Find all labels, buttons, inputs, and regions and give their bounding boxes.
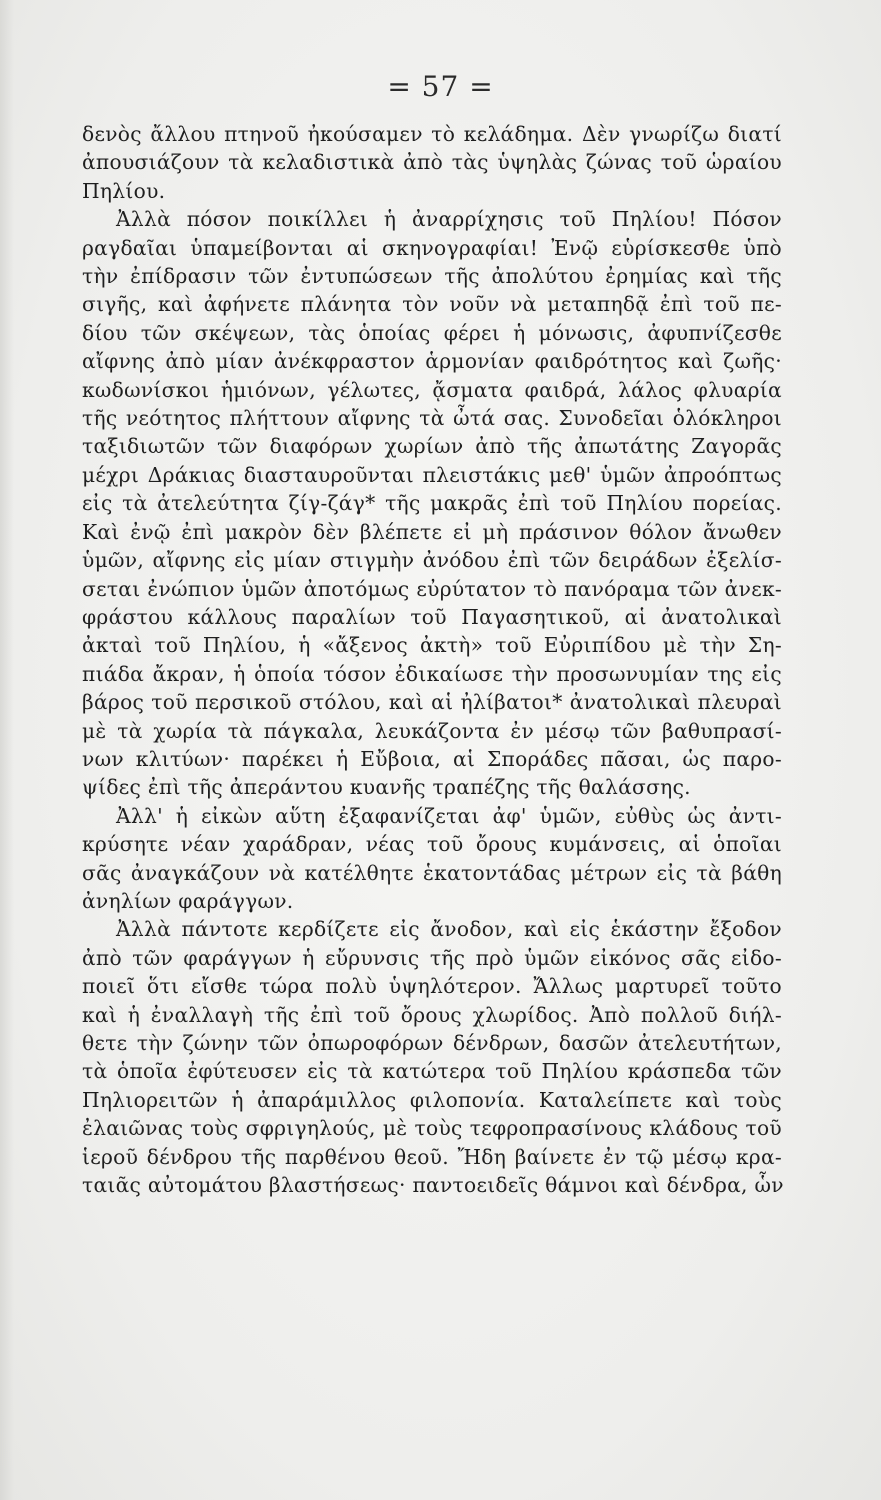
text-line: ταξιδιωτῶν τῶν διαφόρων χωρίων ἀπὸ τῆς ἀπωτάτης Ζαγορᾶς [82,434,782,459]
text-line: Πηλίου. [82,178,166,203]
body-text [82,120,782,1199]
page-number: = 57 = [387,70,494,103]
text-line: σιγῆς, καὶ ἀφήνετε πλάνητα τὸν νοῦν νὰ μεταπηδᾷ ἐπὶ τοῦ πε- [82,292,782,317]
text-line: θετε τὴν ζώνην τῶν ὀπωροφόρων δένδρων, δασῶν ἀτελευτήτων, [82,1031,782,1055]
text-line: τὰ ὁποῖα ἐφύτευσεν εἰς τὰ κατώτερα τοῦ Πηλίου κράσπεδα τῶν [82,1059,782,1084]
text-line: μέχρι Δράκιας διασταυροῦνται πλειστάκις μεθ' ὑμῶν ἀπροόπτως [82,462,782,487]
text-line: ταιᾶς αὐτομάτου βλαστήσεως· παντοειδεῖς θάμνοι καὶ δένδρα, ὧν [82,1173,784,1198]
text-line: ἀνηλίων φαράγγων. [82,888,294,913]
text-line: ὑμῶν, αἴφνης εἰς μίαν στιγμὴν ἀνόδου ἐπὶ τῶν δειράδων ἐξελίσ- [82,548,782,573]
text-line: βάρος τοῦ περσικοῦ στόλου, καὶ αἱ ἠλίβατοι* ἀνατολικαὶ πλευραὶ [82,690,782,715]
text-line: ἀκταὶ τοῦ Πηλίου, ἡ «ἄξενος ἀκτὴ» τοῦ Εὐριπίδου μὲ τὴν Ση- [82,633,782,658]
text-line: ραγδαῖαι ὑπαμείβονται αἱ σκηνογραφίαι! Ἐνῷ εὑρίσκεσθε ὑπὸ [82,235,782,260]
text-line: ποιεῖ ὅτι εἴσθε τώρα πολὺ ὑψηλότερον. Ἄλλως μαρτυρεῖ τοῦτο [82,974,782,999]
text-line: σεται ἐνώπιον ὑμῶν ἀποτόμως εὐρύτατον τὸ πανόραμα τῶν ἀνεκ- [82,576,782,601]
text-line: τῆς νεότητος πλήττουν αἴφνης τὰ ὦτά σας. Συνοδεῖαι ὁλόκληροι [82,406,782,431]
text-line: μὲ τὰ χωρία τὰ πάγκαλα, λευκάζοντα ἐν μέσῳ τῶν βαθυπρασί- [82,718,782,743]
text-line: Ἀλλὰ πόσον ποικίλλει ἡ ἀναρρίχησις τοῦ Πηλίου! Πόσον [116,207,782,232]
text-line: Καὶ ἐνῷ ἐπὶ μακρὸν δὲν βλέπετε εἰ μὴ πράσινον θόλον ἄνωθεν [82,519,782,544]
text-line: Πηλιορειτῶν ἡ ἀπαράμιλλος φιλοπονία. Καταλείπετε καὶ τοὺς [82,1087,782,1112]
text-line: Ἀλλὰ πάντοτε κερδίζετε εἰς ἄνοδον, καὶ εἰς ἑκάστην ἔξοδον [116,917,782,942]
text-line: ἱεροῦ δένδρου τῆς παρθένου θεοῦ. Ἤδη βαίνετε ἐν τῷ μέσῳ κρα- [82,1144,782,1169]
text-line: φράστου κάλλους παραλίων τοῦ Παγασητικοῦ, αἱ ἀνατολικαὶ [82,604,782,629]
text-line: αἴφνης ἀπὸ μίαν ἀνέκφραστον ἁρμονίαν φαιδρότητος καὶ ζωῆς· [82,349,782,374]
text-line: σᾶς ἀναγκάζουν νὰ κατέλθητε ἑκατοντάδας μέτρων εἰς τὰ βάθη [82,860,782,885]
text-line: τὴν ἐπίδρασιν τῶν ἐντυπώσεων τῆς ἀπολύτου ἐρημίας καὶ τῆς [82,264,782,289]
text-line: δίου τῶν σκέψεων, τὰς ὁποίας φέρει ἡ μόνωσις, ἀφυπνίζεσθε [82,320,782,345]
text-line: νων κλιτύων· παρέκει ἡ Εὔβοια, αἱ Σποράδες πᾶσαι, ὡς παρο- [82,746,782,771]
text-line: κωδωνίσκοι ἡμιόνων, γέλωτες, ᾄσματα φαιδρά, λάλος φλυαρία [82,377,782,402]
text-line: κρύσητε νέαν χαράδραν, νέας τοῦ ὄρους κυμάνσεις, αἱ ὁποῖαι [82,832,782,857]
text-line: ἐλαιῶνας τοὺς σφριγηλούς, μὲ τοὺς τεφροπρασίνους κλάδους τοῦ [82,1116,782,1141]
text-line: δενὸς ἄλλου πτηνοῦ ἠκούσαμεν τὸ κελάδημα. Δὲν γνωρίζω διατί [82,122,782,146]
text-line: εἰς τὰ ἀτελεύτητα ζίγ-ζάγ* τῆς μακρᾶς ἐπὶ τοῦ Πηλίου πορείας. [82,491,782,516]
text-line: ἀπὸ τῶν φαράγγων ἡ εὔρυνσις τῆς πρὸ ὑμῶν εἰκόνος σᾶς εἰδο- [82,945,782,970]
page-spine-shadow [0,0,14,1500]
text-line: πιάδα ἄκραν, ἡ ὁποία τόσον ἐδικαίωσε τὴν προσωνυμίαν της εἰς [82,661,782,686]
text-line: ψίδες ἐπὶ τῆς ἀπεράντου κυανῆς τραπέζης τῆς θαλάσσης. [82,775,691,800]
text-line: ἀπουσιάζουν τὰ κελαδιστικὰ ἀπὸ τὰς ὑψηλὰς ζώνας τοῦ ὡραίου [82,150,782,175]
text-line: καὶ ἡ ἐναλλαγὴ τῆς ἐπὶ τοῦ ὄρους χλωρίδος. Ἀπὸ πολλοῦ διήλ- [82,1002,782,1027]
text-line: Ἀλλ' ἡ εἰκὼν αὕτη ἐξαφανίζεται ἀφ' ὑμῶν, εὐθὺς ὡς ἀντι- [116,803,782,828]
